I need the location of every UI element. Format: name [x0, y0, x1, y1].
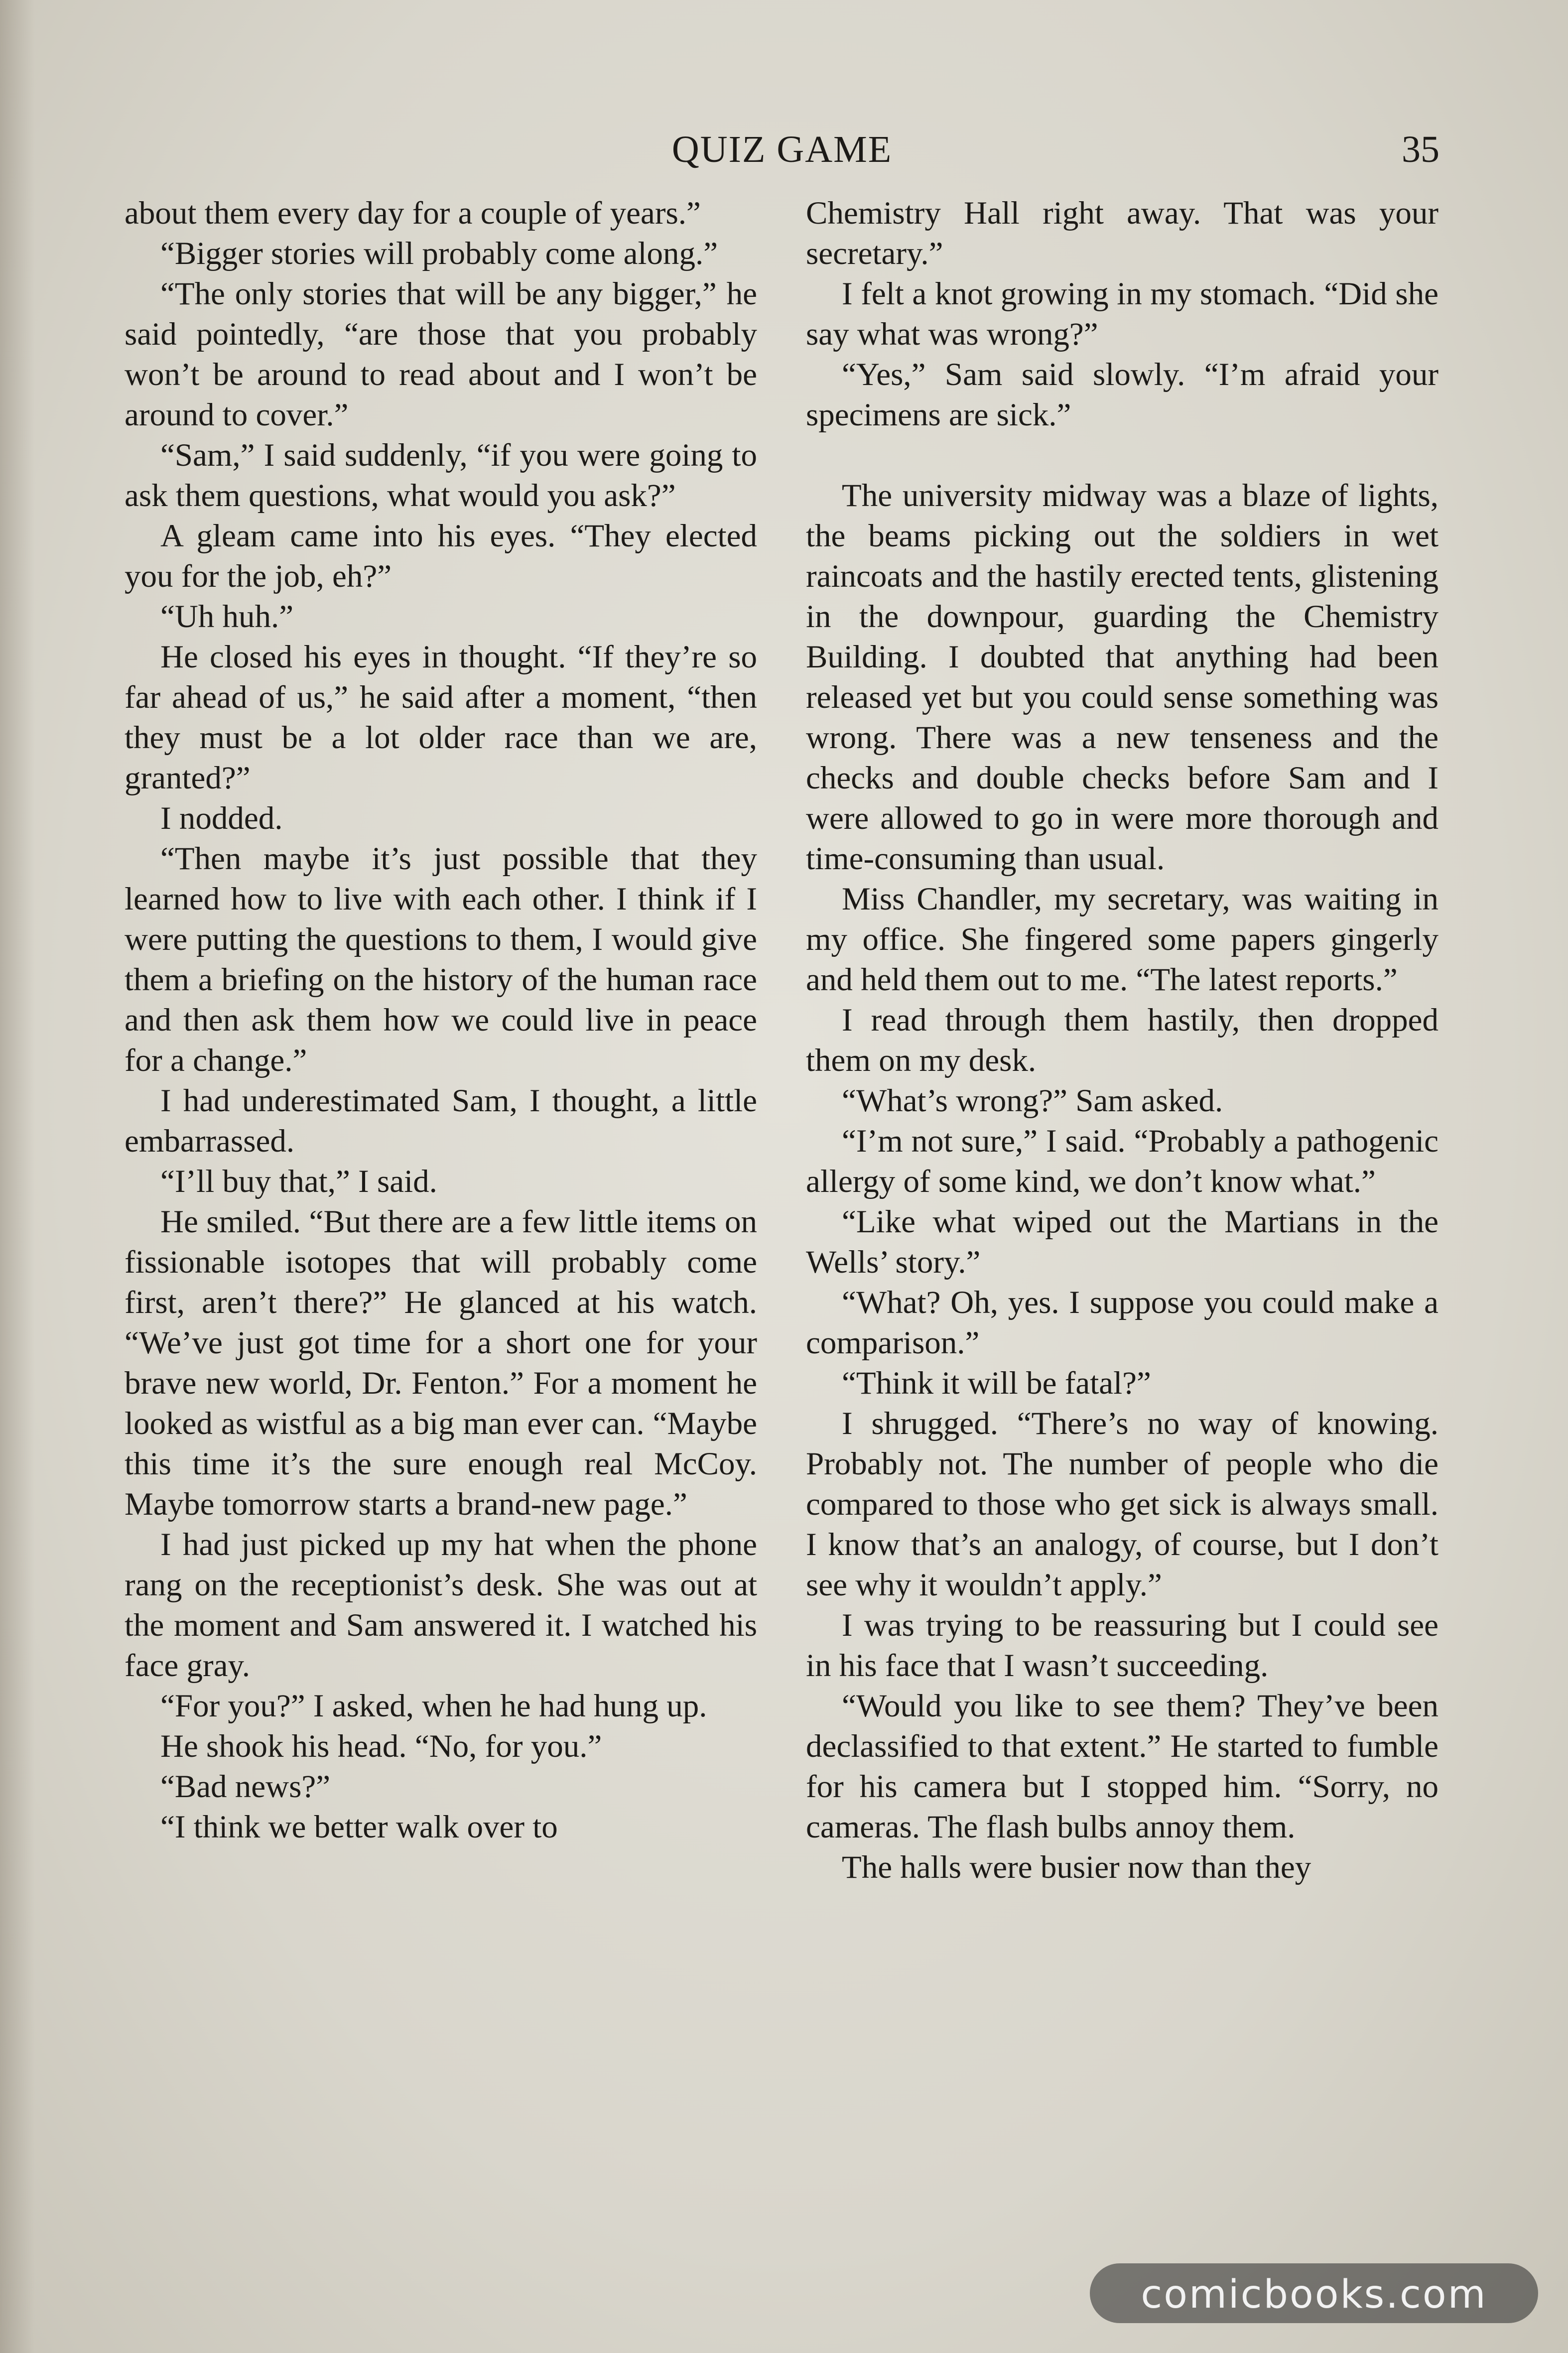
- paragraph: He shook his head. “No, for you.”: [160, 1728, 602, 1764]
- paragraph: “Bad news?”: [160, 1769, 331, 1805]
- paragraph: The halls were busier now than they: [842, 1849, 1311, 1885]
- paragraph: “I’m not sure,” I said. “Probably a pathogenic allergy of some kind, we don’t know what.”: [806, 1123, 1438, 1199]
- paragraph: “I’ll buy that,” I said.: [160, 1164, 437, 1199]
- page-number: 35: [1402, 129, 1439, 170]
- watermark-text: comicbooks.com: [1141, 2272, 1487, 2317]
- paragraph: “Yes,” Sam said slowly. “I’m afraid your specimens are sick.”: [806, 357, 1438, 433]
- paragraph: I was trying to be reassuring but I could see in his face that I wasn’t succeeding.: [806, 1607, 1438, 1684]
- paragraph: “Bigger stories will probably come along.”: [160, 236, 718, 271]
- paragraph: I shrugged. “There’s no way of knowing. Probably not. The number of people who die compared to those who get sick is always small. I know that’s an analogy, of course, but I don’t see why it wouldn’t apply.”: [806, 1406, 1438, 1603]
- paragraph: “Uh huh.”: [160, 599, 294, 635]
- paragraph: “For you?” I asked, when he had hung up.: [160, 1688, 707, 1724]
- text-column-left: [125, 193, 757, 1847]
- paragraph: “Sam,” I said suddenly, “if you were going to ask them questions, what would you ask?”: [125, 437, 757, 514]
- page-edge-shadow: [0, 0, 35, 2353]
- paragraph: I felt a knot growing in my stomach. “Did she say what was wrong?”: [806, 276, 1438, 352]
- paragraph: “The only stories that will be any bigger,” he said pointedly, “are those that you probably won’t be around to read about and I won’t be around to cover.”: [125, 276, 757, 433]
- paragraph: “What’s wrong?” Sam asked.: [842, 1083, 1223, 1119]
- paragraph: “Like what wiped out the Martians in the Wells’ story.”: [806, 1204, 1438, 1280]
- paragraph: The university midway was a blaze of lights, the beams picking out the soldiers in wet raincoats and the hastily erected tents, glistening in the downpour, guarding the Chemistry Building. I doubted that anything had been released yet but you could sense something was wrong. There was a new tenseness and the checks and double checks before Sam and I were allowed to go in were more thorough and time-consuming than usual.: [806, 478, 1438, 877]
- paragraph: “Think it will be fatal?”: [842, 1365, 1151, 1401]
- paragraph: He smiled. “But there are a few little items on fissionable isotopes that will probably come first, aren’t there?” He glanced at his watch. “We’ve just got time for a short one for your brave new world, Dr. Fenton.” For a moment he looked as wistful as a big man ever can. “Maybe this time it’s the sure enough real McCoy. Maybe tomorrow starts a brand-new page.”: [125, 1204, 757, 1522]
- running-title: QUIZ GAME: [671, 129, 893, 170]
- paragraph: I nodded.: [160, 800, 283, 836]
- text-column-right: [806, 193, 1438, 1888]
- paragraph: He closed his eyes in thought. “If they’re so far ahead of us,” he said after a moment, “then they must be a lot older race than we are, granted?”: [125, 639, 757, 796]
- page-header: [125, 127, 1439, 172]
- paragraph: I read through them hastily, then dropped them on my desk.: [806, 1002, 1438, 1078]
- paragraph: I had just picked up my hat when the phone rang on the receptionist’s desk. She was out at the moment and Sam answered it. I watched his face gray.: [125, 1527, 757, 1684]
- paragraph: “I think we better walk over to: [160, 1809, 558, 1845]
- paragraph: “Then maybe it’s just possible that they learned how to live with each other. I think if I were putting the questions to them, I would give them a briefing on the history of the human race and then ask them how we could live in peace for a change.”: [125, 841, 757, 1078]
- paragraph: “What? Oh, yes. I suppose you could make a comparison.”: [806, 1285, 1438, 1361]
- paragraph: about them every day for a couple of years.”: [125, 195, 701, 231]
- paragraph: Miss Chandler, my secretary, was waiting in my office. She fingered some papers gingerly and held them out to me. “The latest reports.”: [806, 881, 1438, 998]
- watermark: [1090, 2263, 1538, 2323]
- paragraph: Chemistry Hall right away. That was your secretary.”: [806, 195, 1438, 271]
- paragraph: “Would you like to see them? They’ve been declassified to that extent.” He started to fumble for his camera but I stopped him. “Sorry, no cameras. The flash bulbs annoy them.: [806, 1688, 1438, 1845]
- paragraph: A gleam came into his eyes. “They elected you for the job, eh?”: [125, 518, 757, 594]
- paragraph: I had underestimated Sam, I thought, a little embarrassed.: [125, 1083, 757, 1159]
